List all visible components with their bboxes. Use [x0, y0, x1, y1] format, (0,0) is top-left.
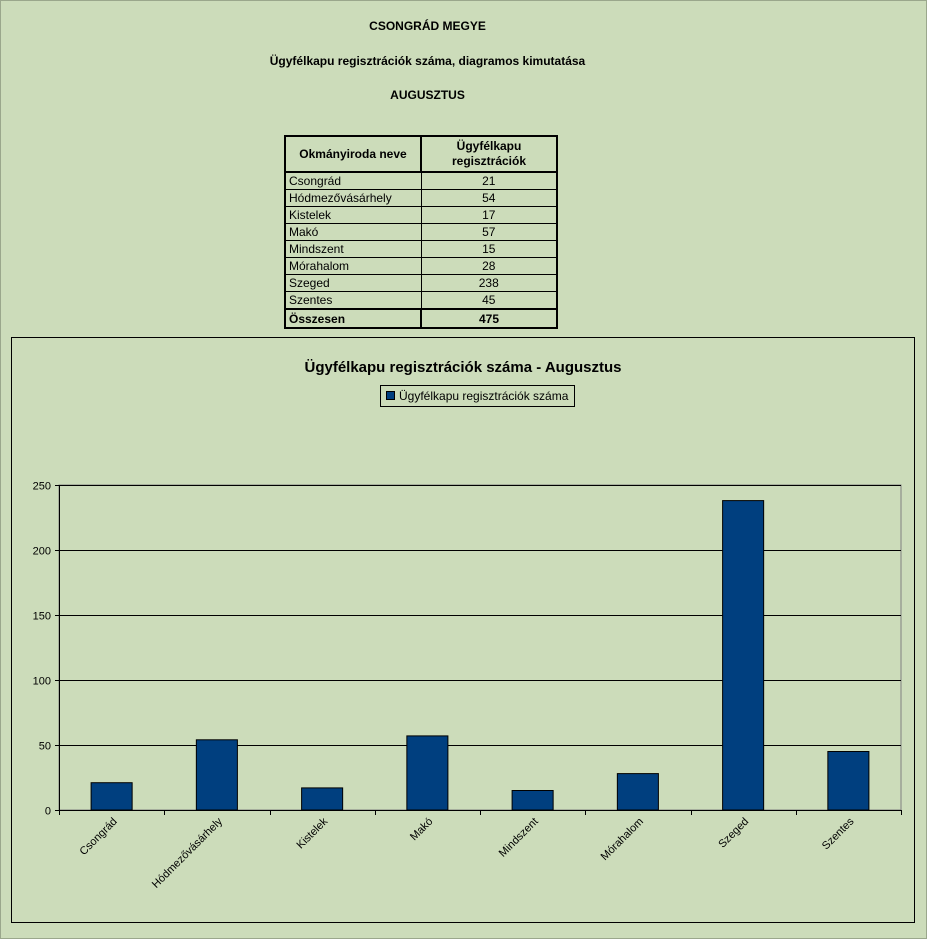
chart-title: Ügyfélkapu regisztrációk száma - Augusztus — [304, 359, 622, 376]
plot-area — [59, 485, 901, 810]
y-tick-label: 250 — [32, 480, 51, 493]
x-tick-label: Hódmezővásárhely — [149, 815, 225, 891]
summary-table — [284, 135, 558, 329]
registration-count-cell: 21 — [421, 172, 557, 190]
registration-count-cell: 238 — [421, 275, 557, 292]
table-body — [285, 172, 557, 309]
total-value: 475 — [421, 309, 557, 328]
registration-count-cell: 54 — [421, 190, 557, 207]
table-row — [285, 241, 557, 258]
office-name-cell: Kistelek — [285, 207, 421, 224]
table-row — [285, 275, 557, 292]
y-tick-label: 200 — [32, 545, 51, 558]
bar — [723, 501, 764, 810]
bar — [196, 740, 237, 810]
col-header-line2: regisztrációk — [451, 154, 527, 168]
office-name-cell: Mindszent — [285, 241, 421, 258]
y-tick-label: 150 — [32, 610, 51, 623]
report-subtitle: Ügyfélkapu regisztrációk száma, diagramos kimutatása — [269, 54, 586, 68]
registration-count-cell: 45 — [421, 292, 557, 310]
office-name-cell: Makó — [285, 224, 421, 241]
table-row — [285, 292, 557, 310]
bar — [828, 752, 869, 811]
total-label: Összesen — [285, 309, 421, 328]
x-tick-label: Makó — [407, 815, 436, 844]
office-name-cell: Szeged — [285, 275, 421, 292]
county-heading: CSONGRÁD MEGYE — [369, 19, 486, 33]
col-header-office: Okmányiroda neve — [285, 136, 421, 172]
table-header-row — [285, 136, 557, 172]
bar — [302, 788, 343, 810]
y-tick-label: 100 — [32, 675, 51, 688]
x-tick-label: Mórahalom — [598, 815, 646, 864]
table-row — [285, 258, 557, 275]
x-tick-label: Csongrád — [77, 815, 120, 858]
office-name-cell: Mórahalom — [285, 258, 421, 275]
month-heading: AUGUSZTUS — [390, 88, 465, 102]
y-tick-label: 0 — [44, 805, 51, 818]
office-name-cell: Csongrád — [285, 172, 421, 190]
x-tick-label: Kistelek — [294, 815, 331, 852]
bar — [91, 783, 132, 810]
office-name-cell: Szentes — [285, 292, 421, 310]
registration-count-cell: 15 — [421, 241, 557, 258]
table-row — [285, 190, 557, 207]
x-tick-label: Szentes — [819, 815, 857, 853]
x-tick-label: Mindszent — [496, 815, 541, 860]
table-row — [285, 172, 557, 190]
bar — [407, 736, 448, 810]
bar-chart-plot — [12, 338, 914, 922]
registration-count-cell: 28 — [421, 258, 557, 275]
legend-label: Ügyfélkapu regisztrációk száma — [399, 389, 569, 403]
registration-count-cell: 17 — [421, 207, 557, 224]
x-tick-label: Szeged — [716, 815, 752, 851]
bar — [512, 791, 553, 811]
col-header-registrations — [421, 136, 557, 172]
chart-container — [11, 337, 915, 923]
table-row — [285, 207, 557, 224]
col-header-line1: Ügyfélkapu — [456, 139, 522, 153]
registration-count-cell: 57 — [421, 224, 557, 241]
total-row — [285, 309, 557, 328]
bar — [617, 774, 658, 810]
office-name-cell: Hódmezővásárhely — [285, 190, 421, 207]
table-row — [285, 224, 557, 241]
y-tick-label: 50 — [38, 740, 51, 753]
